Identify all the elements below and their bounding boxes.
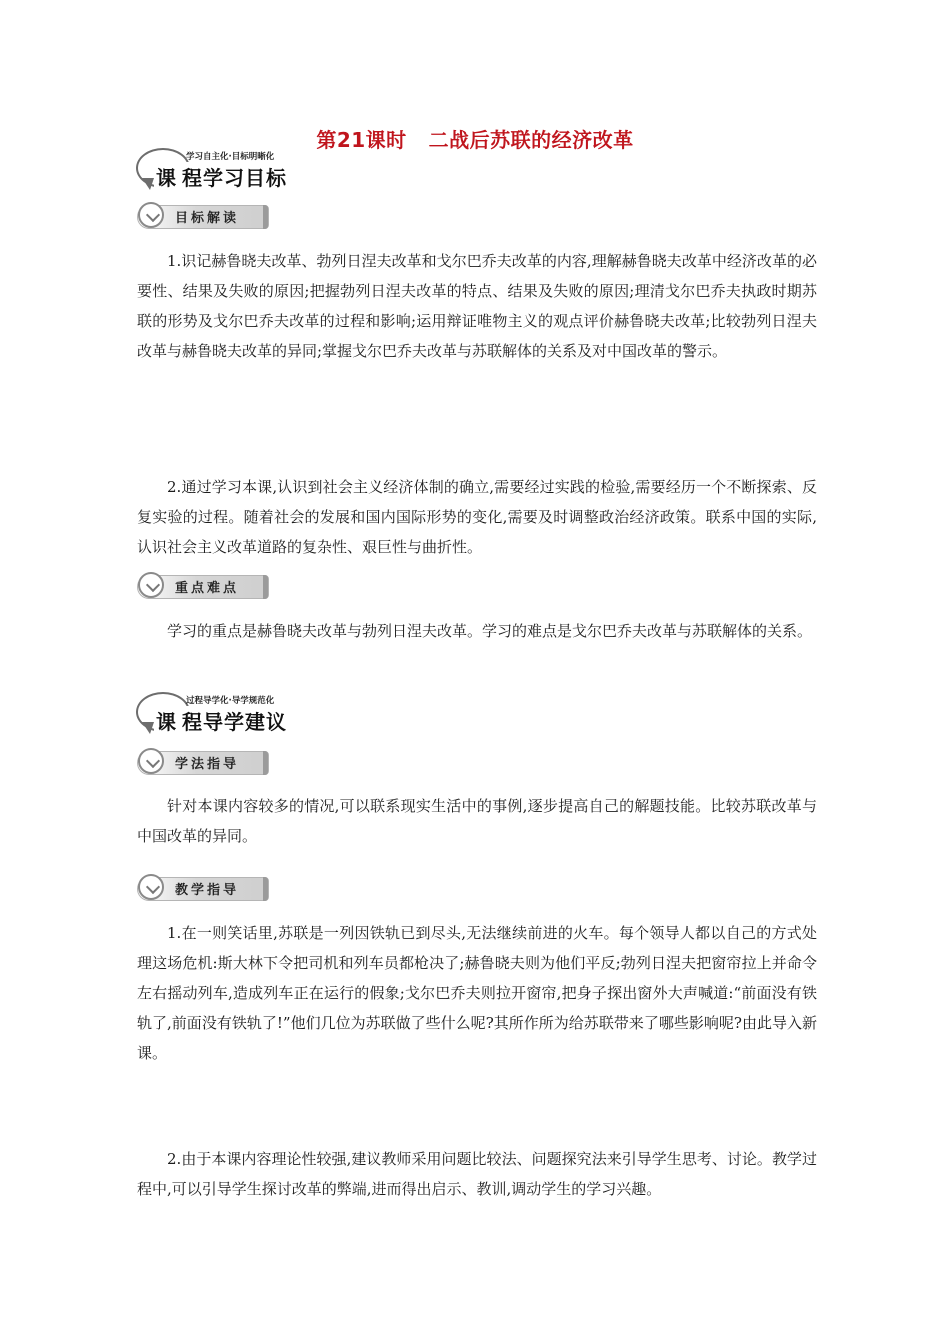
section-title: 课程导学建议 [154,706,289,735]
chevron-down-icon [146,754,160,768]
paragraph-goal-1: 1.识记赫鲁晓夫改革、勃列日涅夫改革和戈尔巴乔夫改革的内容,理解赫鲁晓夫改革中经济改革的必要性、结果及失败的原因;把握勃列日涅夫改革的特点、结果及失败的原因;理清戈尔巴乔夫执政时期苏联的形势及戈尔巴乔夫改革的过程和影响;运用辩证唯物主义的观点评价赫鲁晓夫改革;比较勃列日涅夫改革与赫鲁晓夫改革的异同;掌握戈尔巴乔夫改革与苏联解体的关系及对中国改革的警示。 [137,252,817,360]
section-subtitle: 过程导学化·导学规范化 [186,696,275,706]
chevron-down-icon [146,578,160,592]
lesson-topic: 二战后苏联的经济改革 [428,128,634,152]
lesson-number: 第21课时 [316,128,407,152]
speech-bubble-tail [142,178,154,190]
subheading-key-difficult [137,572,272,602]
chevron-circle-icon [138,202,164,228]
subheading-label: 教学指导 [175,883,240,898]
subheading-teaching-guidance [137,874,272,904]
chevron-circle-icon [138,874,164,900]
section-title: 课程学习目标 [154,162,289,191]
paragraph-teaching-1: 1.在一则笑话里,苏联是一列因铁轨已到尽头,无法继续前进的火车。每个领导人都以自己的方式处理这场危机:斯大林下令把司机和列车员都枪决了;赫鲁晓夫则为他们平反;勃列日涅夫把窗帘拉上并命令左右摇动列车,造成列车正在运行的假象;戈尔巴乔夫则拉开窗帘,把身子探出窗外大声喊道:“前面没有铁轨了,前面没有铁轨了!”他们几位为苏联做了些什么呢?其所作所为给苏联带来了哪些影响呢?由此导入新课。 [137,924,817,1062]
chevron-circle-icon [138,572,164,598]
speech-bubble-tail [142,722,154,734]
paragraph-key-points: 学习的重点是赫鲁晓夫改革与勃列日涅夫改革。学习的难点是戈尔巴乔夫改革与苏联解体的关系。 [167,622,813,640]
subheading-label: 重点难点 [175,581,240,596]
subheading-label: 目标解读 [175,211,240,226]
section-banner-learning-goals [136,148,316,194]
section-banner-guidance [136,692,316,738]
chevron-circle-icon [138,748,164,774]
chevron-down-icon [146,208,160,222]
subheading-study-method [137,748,272,778]
subheading-goal-interpretation [137,202,272,232]
chevron-down-icon [146,880,160,894]
paragraph-study-method: 针对本课内容较多的情况,可以联系现实生活中的事例,逐步提高自己的解题技能。比较苏联改革与中国改革的异同。 [137,797,817,845]
paragraph-goal-2: 2.通过学习本课,认识到社会主义经济体制的确立,需要经过实践的检验,需要经历一个不断探索、反复实验的过程。随着社会的发展和国内国际形势的变化,需要及时调整政治经济政策。联系中国的实际,认识社会主义改革道路的复杂性、艰巨性与曲折性。 [137,478,817,556]
section-subtitle: 学习自主化·目标明晰化 [186,152,275,162]
paragraph-teaching-2: 2.由于本课内容理论性较强,建议教师采用问题比较法、问题探究法来引导学生思考、讨论。教学过程中,可以引导学生探讨改革的弊端,进而得出启示、教训,调动学生的学习兴趣。 [137,1150,817,1198]
subheading-label: 学法指导 [175,757,240,772]
